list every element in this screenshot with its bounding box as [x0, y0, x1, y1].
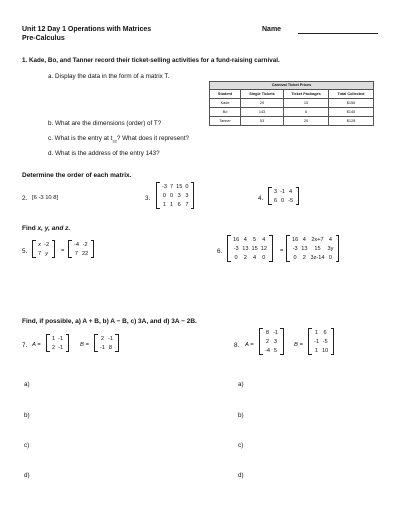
q1b-text: b. What are the dimensions (order) of T? — [48, 120, 162, 127]
matrix-entry: 6 — [177, 201, 181, 208]
p8-b-eq: B = — [294, 342, 303, 348]
q1c-text: c. What is the entry at $t_{32}$? What does it represent? — [48, 135, 189, 144]
matrix-entry: 1 — [162, 201, 167, 208]
solve-heading: Find x, y, and z. — [22, 225, 71, 232]
p8-label: 8. — [234, 342, 240, 349]
matrix-entry: 3 — [185, 192, 189, 199]
matrix-entry: 4 — [289, 188, 293, 195]
matrix-entry: 0 — [185, 183, 189, 190]
matrix-entry: -1 — [58, 344, 64, 351]
p7-answer-c: c) — [24, 442, 30, 449]
p7-a-eq: A = — [32, 342, 41, 348]
matrix-entry: 7 — [185, 201, 189, 208]
matrix-entry: 16 — [292, 236, 299, 243]
p8-answer-c: c) — [238, 442, 244, 449]
matrix-entry: 13 — [242, 245, 249, 252]
p4-label: 4. — [258, 195, 264, 202]
p5-left-matrix — [32, 240, 55, 258]
p6-matrix-a — [227, 235, 273, 262]
p6-equals: = — [280, 248, 284, 254]
matrix-entry: 4 — [243, 236, 247, 243]
p5-equals: = — [61, 248, 65, 254]
cell: $156 — [329, 99, 374, 108]
matrix-entry: 3 — [177, 192, 181, 199]
matrix-entry: 4 — [302, 236, 306, 243]
th-student: Student — [210, 90, 241, 99]
matrix-entry: -5 — [288, 197, 294, 204]
matrix-entry: 7 — [169, 183, 174, 190]
matrix-entry: 1 — [52, 335, 56, 342]
matrix-entry: -1 — [280, 188, 286, 195]
p7-matrix-a — [46, 334, 69, 352]
p8-answer-d: d) — [238, 472, 244, 479]
matrix-entry: 0 — [234, 254, 238, 261]
matrix-entry: 2 — [302, 254, 306, 261]
cell: $145 — [329, 108, 374, 117]
cell: Bo — [210, 108, 241, 117]
matrix-entry: -1 — [58, 335, 64, 342]
table-row — [210, 99, 374, 108]
matrix-entry: 5 — [273, 347, 278, 354]
p2-label: 2. — [22, 195, 28, 202]
cell: 20 — [284, 117, 329, 126]
matrix-entry: -4 — [265, 347, 270, 354]
p2-matrix: [6 -3 10 8] — [32, 195, 59, 201]
cell: Tanner — [210, 117, 241, 126]
p3-matrix — [156, 182, 194, 209]
matrix-entry: 6 — [274, 197, 278, 204]
table-caption: Carnival Ticket Prices — [209, 81, 374, 89]
matrix-entry: 13 — [301, 245, 308, 252]
ops-heading: Find, if possible, a) A + B, b) A − B, c) 3A, and d) 3A − 2B. — [22, 318, 197, 325]
th-total: Total Collected — [329, 90, 374, 99]
table-header-row — [210, 90, 374, 99]
matrix-entry: 8 — [108, 344, 113, 351]
matrix-entry: 0 — [169, 192, 174, 199]
p7-answer-b: b) — [24, 412, 30, 419]
matrix-entry: 0 — [293, 254, 297, 261]
matrix-entry: 7 — [74, 250, 79, 257]
name-field-line[interactable] — [298, 25, 378, 34]
matrix-entry: -1 — [100, 344, 105, 351]
matrix-entry: 4 — [328, 236, 332, 243]
order-heading: Determine the order of each matrix. — [22, 172, 132, 179]
th-single: Single Tickets — [241, 90, 284, 99]
p8-a-eq: A = — [245, 342, 254, 348]
matrix-entry: 2 — [100, 335, 105, 342]
matrix-entry: 8 — [265, 329, 270, 336]
p5-label: 5. — [22, 248, 28, 255]
q1d-text: d. What is the address of the entry 143? — [48, 150, 160, 157]
matrix-entry: 0 — [281, 197, 285, 204]
matrix-entry: 10 — [321, 347, 329, 354]
matrix-entry: -4 — [74, 241, 79, 248]
matrix-entry: -1 — [107, 335, 113, 342]
matrix-entry: -2 — [44, 241, 50, 248]
cell: $128 — [329, 117, 374, 126]
p7-label: 7. — [22, 342, 28, 349]
matrix-entry: 3z-14 — [310, 254, 325, 261]
matrix-entry: 12 — [260, 245, 267, 252]
cell: 15 — [284, 99, 329, 108]
matrix-entry: 7 — [38, 250, 42, 257]
matrix-entry: 1 — [169, 201, 174, 208]
matrix-entry: 15 — [251, 245, 258, 252]
p7-answer-a: a) — [24, 381, 30, 388]
table-row — [210, 117, 374, 126]
matrix-entry: 3 — [273, 338, 278, 345]
matrix-entry: -3 — [162, 183, 167, 190]
matrix-entry: 2 — [243, 254, 247, 261]
p3-label: 3. — [145, 195, 151, 202]
matrix-entry: 1 — [314, 329, 319, 336]
matrix-entry: 0 — [262, 254, 266, 261]
cell: 53 — [241, 117, 284, 126]
p7-matrix-b — [94, 334, 119, 352]
matrix-entry: 2 — [265, 338, 270, 345]
carnival-ticket-table — [209, 81, 374, 126]
cell: 143 — [241, 108, 284, 117]
matrix-entry: 4 — [262, 236, 266, 243]
th-packages: Ticket Packages — [284, 90, 329, 99]
matrix-entry: 6 — [323, 329, 327, 336]
matrix-entry: 3 — [274, 188, 278, 195]
matrix-entry: 1 — [314, 347, 319, 354]
matrix-entry: 2x+7 — [311, 236, 324, 243]
p8-matrix-a — [259, 328, 284, 355]
matrix-entry: -1 — [272, 329, 278, 336]
name-label: Name — [262, 26, 282, 33]
q1a-text: a. Display the data in the form of a matrix T. — [48, 73, 170, 80]
matrix-entry: -3 — [292, 245, 298, 252]
matrix-entry: x — [38, 241, 41, 248]
p4-matrix — [268, 187, 299, 205]
matrix-entry: -2 — [82, 241, 88, 248]
matrix-entry: 15 — [314, 245, 321, 252]
p5-right-matrix — [68, 240, 94, 258]
worksheet-title: Unit 12 Day 1 Operations with Matrices — [22, 26, 152, 33]
matrix-entry: 16 — [233, 236, 240, 243]
p8-answer-a: a) — [238, 381, 244, 388]
matrix-entry: 2 — [52, 344, 56, 351]
matrix-entry: -1 — [314, 338, 319, 345]
table-row — [210, 108, 374, 117]
p6-label: 6. — [217, 248, 223, 255]
matrix-entry: 15 — [176, 183, 183, 190]
matrix-entry: 3y — [327, 245, 334, 252]
matrix-entry: 4 — [253, 254, 257, 261]
p7-b-eq: B = — [80, 342, 89, 348]
matrix-entry: 22 — [81, 250, 89, 257]
cell: 6 — [284, 108, 329, 117]
matrix-entry: y — [45, 250, 49, 257]
p6-matrix-b — [286, 235, 339, 262]
p7-answer-d: d) — [24, 472, 30, 479]
matrix-entry: 5 — [253, 236, 257, 243]
p8-matrix-b — [308, 328, 334, 355]
q1-prompt: 1. Kade, Bo, and Tanner record their ticket-selling activities for a fund-raising carnival. — [22, 57, 280, 64]
matrix-entry: -5 — [322, 338, 328, 345]
cell: Kade — [210, 99, 241, 108]
matrix-entry: 0 — [328, 254, 332, 261]
matrix-entry: -3 — [233, 245, 239, 252]
p8-answer-b: b) — [238, 412, 244, 419]
course-name: Pre-Calculus — [22, 35, 65, 42]
matrix-entry: 0 — [162, 192, 167, 199]
cell: 29 — [241, 99, 284, 108]
